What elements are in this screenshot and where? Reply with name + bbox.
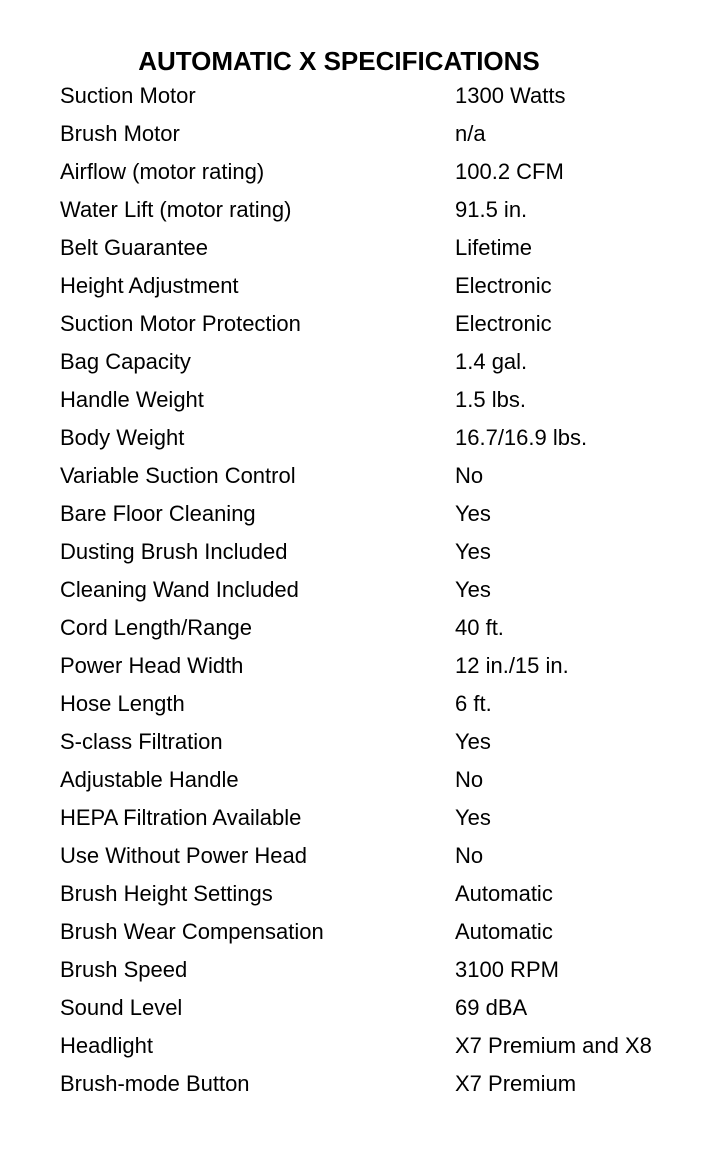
spec-row-power-head-width [60,647,700,685]
spec-value: Yes [455,729,491,754]
spec-label: HEPA Filtration Available [60,805,302,830]
spec-row-s-class-filtration [60,723,700,761]
spec-label: Body Weight [60,425,185,450]
spec-label: Hose Length [60,691,185,716]
spec-label: Sound Level [60,995,183,1020]
spec-row-adjustable-handle [60,761,700,799]
spec-label: Suction Motor [60,83,196,108]
spec-label: Brush Height Settings [60,881,273,906]
spec-row-sound-level [60,989,700,1027]
spec-row-belt-guarantee [60,229,700,267]
spec-label: S-class Filtration [60,729,223,754]
spec-value: 16.7/16.9 lbs. [455,425,588,450]
spec-value: 6 ft. [455,691,492,716]
spec-row-cleaning-wand [60,571,700,609]
spec-row-cord-length [60,609,700,647]
spec-value: 1300 Watts [455,83,566,108]
spec-label: Headlight [60,1033,153,1058]
spec-table [60,77,700,1103]
spec-label: Adjustable Handle [60,767,239,792]
spec-value: 40 ft. [455,615,504,640]
spec-value: Yes [455,577,491,602]
spec-row-brush-speed [60,951,700,989]
spec-value: 100.2 CFM [455,159,564,184]
spec-row-hepa-filtration [60,799,700,837]
spec-value: No [455,463,484,488]
spec-value: 91.5 in. [455,197,528,222]
spec-label: Brush Speed [60,957,188,982]
spec-row-dusting-brush [60,533,700,571]
spec-value: 1.5 lbs. [455,387,526,412]
spec-value: Automatic [455,881,553,906]
spec-label: Bare Floor Cleaning [60,501,256,526]
spec-value: Electronic [455,311,552,336]
spec-label: Handle Weight [60,387,204,412]
spec-row-height-adjustment [60,267,700,305]
spec-label: Brush Motor [60,121,180,146]
spec-label: Brush Wear Compensation [60,919,324,944]
spec-row-suction-motor-protection [60,305,700,343]
spec-row-brush-height-settings [60,875,700,913]
spec-label: Water Lift (motor rating) [60,197,292,222]
spec-value: No [455,767,484,792]
page-title: AUTOMATIC X SPECIFICATIONS [138,46,540,77]
spec-value: Lifetime [455,235,533,260]
spec-value: Yes [455,805,491,830]
spec-row-brush-motor [60,115,700,153]
spec-value: 1.4 gal. [455,349,528,374]
spec-row-body-weight [60,419,700,457]
spec-value: Yes [455,501,491,526]
spec-value: n/a [455,121,486,146]
spec-label: Cleaning Wand Included [60,577,299,602]
spec-value: No [455,843,484,868]
spec-row-hose-length [60,685,700,723]
spec-label: Dusting Brush Included [60,539,288,564]
spec-label: Belt Guarantee [60,235,208,260]
spec-label: Cord Length/Range [60,615,253,640]
spec-value: 69 dBA [455,995,528,1020]
spec-row-brush-mode-button [60,1065,700,1103]
spec-row-headlight [60,1027,700,1065]
spec-label: Use Without Power Head [60,843,307,868]
spec-value: 3100 RPM [455,957,559,982]
spec-row-variable-suction-control [60,457,700,495]
spec-value: Automatic [455,919,553,944]
spec-row-use-without-power-head [60,837,700,875]
spec-label: Airflow (motor rating) [60,159,265,184]
spec-row-suction-motor [60,77,700,115]
spec-row-handle-weight [60,381,700,419]
spec-label: Brush-mode Button [60,1071,250,1096]
spec-value: Electronic [455,273,552,298]
spec-row-bag-capacity [60,343,700,381]
spec-label: Power Head Width [60,653,244,678]
spec-label: Suction Motor Protection [60,311,301,336]
spec-label: Variable Suction Control [60,463,296,488]
spec-value: Yes [455,539,491,564]
spec-label: Bag Capacity [60,349,191,374]
spec-row-water-lift [60,191,700,229]
spec-row-airflow [60,153,700,191]
spec-row-brush-wear-compensation [60,913,700,951]
spec-value: X7 Premium [455,1071,577,1096]
spec-value: X7 Premium and X8 [455,1033,652,1058]
spec-value: 12 in./15 in. [455,653,569,678]
spec-label: Height Adjustment [60,273,239,298]
spec-row-bare-floor-cleaning [60,495,700,533]
